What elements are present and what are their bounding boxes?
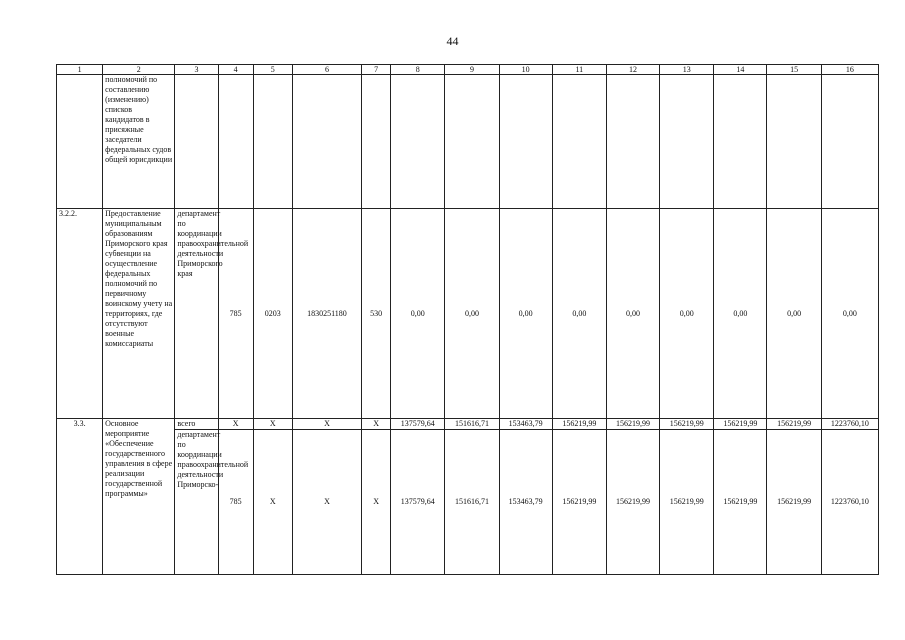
cell-grbs [218, 75, 253, 209]
value-cell: 0,00 [391, 209, 445, 419]
value-cell: 156219,99 [606, 419, 659, 430]
cell-vr: X [362, 419, 391, 430]
value-cell: 156219,99 [552, 430, 606, 575]
row-executor: департамент по координации правоохранительной деятельности Приморского края [175, 209, 218, 419]
value-cell [391, 75, 445, 209]
row-name: полномочий по составлению (изменению) списков кандидатов в присяжные заседатели федеральных судов общей юрисдикции [103, 75, 175, 209]
value-cell: 156219,99 [714, 419, 767, 430]
header-cell: 8 [391, 65, 445, 75]
value-cell [552, 75, 606, 209]
value-cell: 1223760,10 [821, 419, 878, 430]
row-name: Предоставление муниципальным образованиям Приморского края субвенции на осуществление федеральных полномочий по первичному воинскому учету на территориях, где отсутствуют военные комиссариаты [103, 209, 175, 419]
header-row [57, 65, 879, 75]
header-cell: 2 [103, 65, 175, 75]
cell-rzpr: X [253, 419, 292, 430]
header-cell: 15 [767, 65, 821, 75]
value-cell [767, 75, 821, 209]
header-cell: 10 [499, 65, 552, 75]
value-cell: 0,00 [660, 209, 714, 419]
cell-vr [362, 75, 391, 209]
cell-vr: 530 [362, 209, 391, 419]
row-executor: департамент по координации правоохранительной деятельности Приморско- [175, 430, 218, 575]
value-cell: 153463,79 [499, 430, 552, 575]
header-cell: 1 [57, 65, 103, 75]
value-cell [660, 75, 714, 209]
cell-grbs: 785 [218, 209, 253, 419]
value-cell: 1223760,10 [821, 430, 878, 575]
value-cell: 0,00 [714, 209, 767, 419]
value-cell: 0,00 [552, 209, 606, 419]
value-cell: 151616,71 [445, 419, 499, 430]
value-cell: 0,00 [767, 209, 821, 419]
header-cell: 11 [552, 65, 606, 75]
table-row [57, 430, 879, 575]
value-cell: 0,00 [445, 209, 499, 419]
header-cell: 14 [714, 65, 767, 75]
table-row [57, 209, 879, 419]
cell-csr [292, 75, 361, 209]
value-cell: 156219,99 [660, 419, 714, 430]
value-cell: 0,00 [606, 209, 659, 419]
header-cell: 16 [821, 65, 878, 75]
cell-rzpr: 0203 [253, 209, 292, 419]
cell-csr: 1830251180 [292, 209, 361, 419]
value-cell: 156219,99 [767, 419, 821, 430]
cell-grbs: X [218, 419, 253, 430]
cell-rzpr: X [253, 430, 292, 575]
value-cell: 156219,99 [767, 430, 821, 575]
value-cell: 137579,64 [391, 419, 445, 430]
header-cell: 3 [175, 65, 218, 75]
row-name: Основное мероприятие «Обеспечение государственного управления в сфере реализации государственной программы» [103, 419, 175, 575]
value-cell [606, 75, 659, 209]
cell-grbs: 785 [218, 430, 253, 575]
value-cell: 156219,99 [660, 430, 714, 575]
cell-vr: X [362, 430, 391, 575]
row-number [57, 75, 103, 209]
cell-csr: X [292, 430, 361, 575]
header-cell: 6 [292, 65, 361, 75]
value-cell [445, 75, 499, 209]
value-cell: 151616,71 [445, 430, 499, 575]
header-cell: 13 [660, 65, 714, 75]
value-cell: 156219,99 [552, 419, 606, 430]
header-cell: 9 [445, 65, 499, 75]
header-cell: 12 [606, 65, 659, 75]
value-cell [821, 75, 878, 209]
table-row [57, 419, 879, 430]
header-cell: 4 [218, 65, 253, 75]
table-row [57, 75, 879, 209]
row-executor-total: всего [175, 419, 218, 430]
row-executor [175, 75, 218, 209]
page-number: 44 [446, 34, 459, 48]
value-cell [714, 75, 767, 209]
budget-table [56, 64, 879, 575]
value-cell [499, 75, 552, 209]
cell-csr: X [292, 419, 361, 430]
row-number: 3.2.2. [57, 209, 103, 419]
header-cell: 7 [362, 65, 391, 75]
cell-rzpr [253, 75, 292, 209]
value-cell: 156219,99 [606, 430, 659, 575]
value-cell: 153463,79 [499, 419, 552, 430]
row-number: 3.3. [57, 419, 103, 575]
value-cell: 0,00 [499, 209, 552, 419]
value-cell: 156219,99 [714, 430, 767, 575]
value-cell: 137579,64 [391, 430, 445, 575]
value-cell: 0,00 [821, 209, 878, 419]
header-cell: 5 [253, 65, 292, 75]
